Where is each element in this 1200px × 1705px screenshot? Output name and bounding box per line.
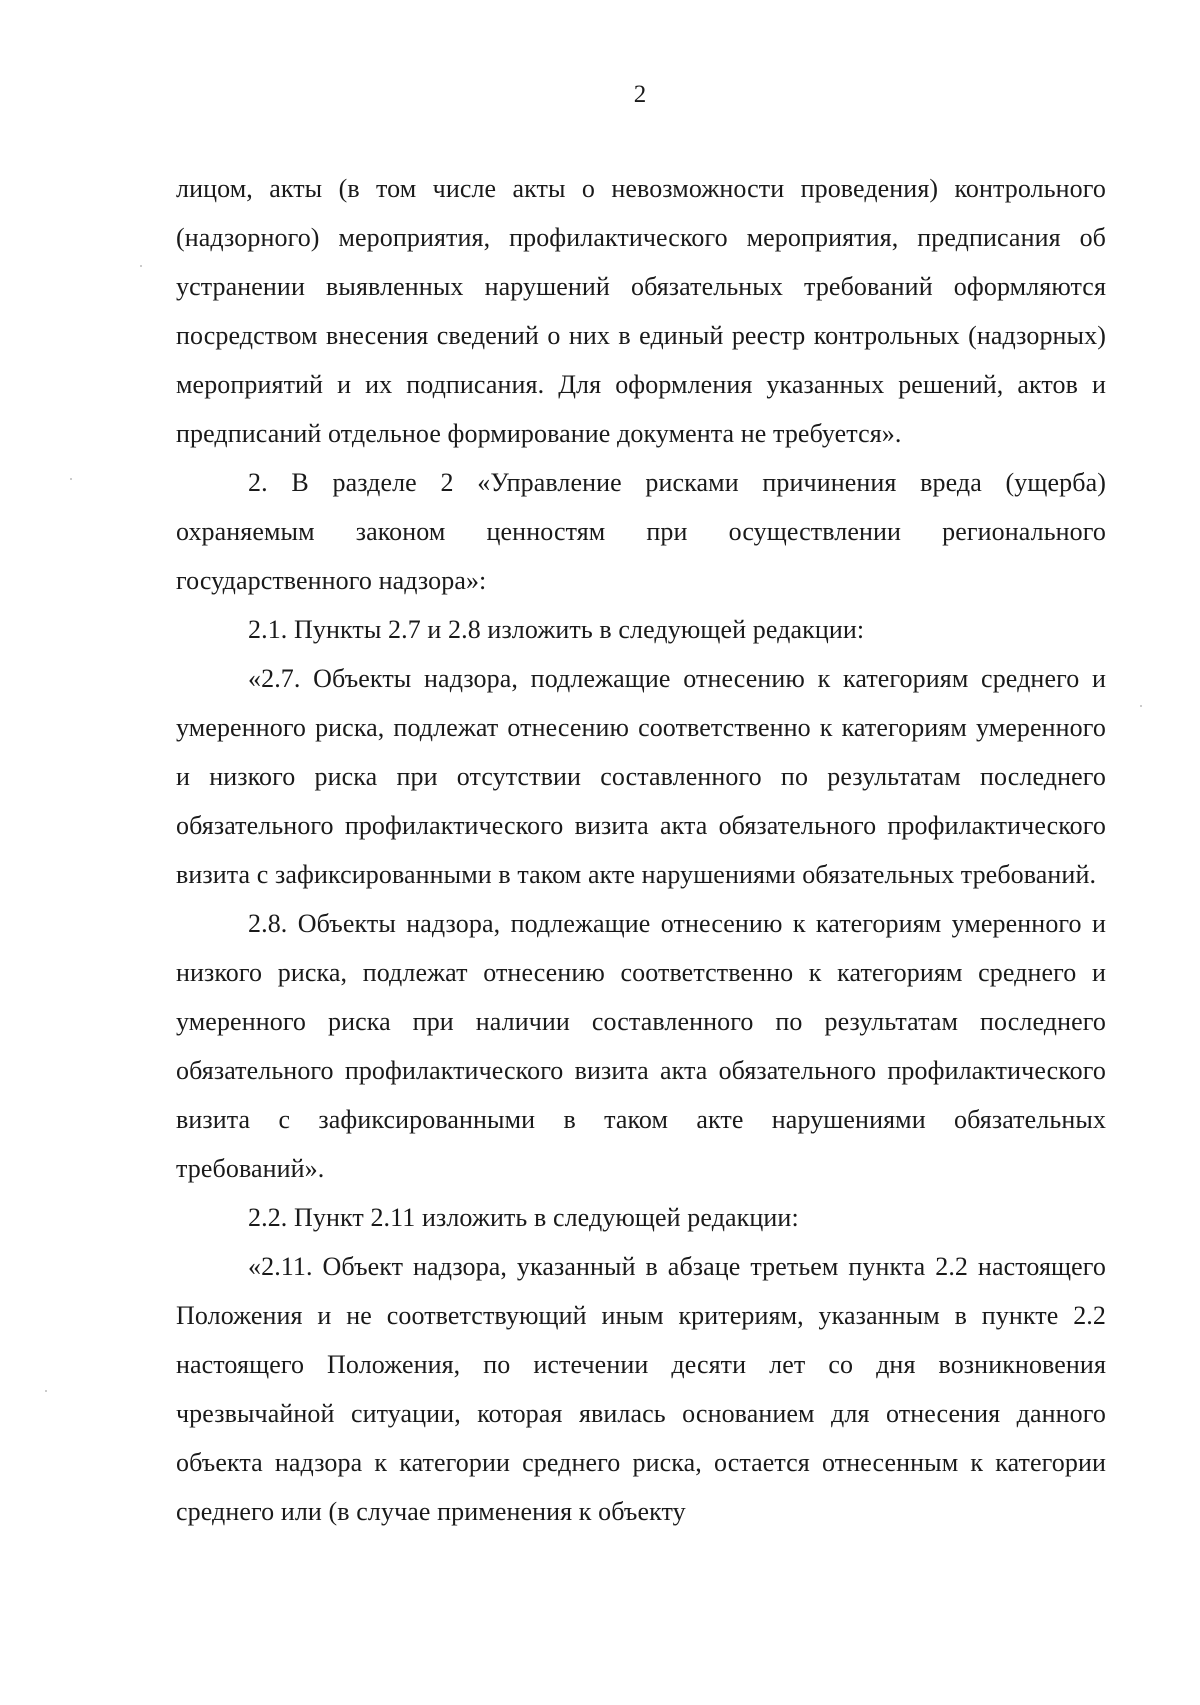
scan-speck — [1140, 705, 1142, 707]
paragraph-item-2-1: 2.1. Пункты 2.7 и 2.8 изложить в следующей редакции: — [248, 615, 865, 644]
scan-speck — [70, 478, 72, 480]
paragraph-continuation: лицом, акты (в том числе акты о невозможности проведения) контрольного (надзорного) мероприятия, профилактического мероприятия, предписания об устранении выявленных нарушений обязательных требований оформляются посредством внесения сведений о них в единый реестр контрольных (надзорных) мероприятий и их подписания. Для оформления указанных решений, актов и предписаний отдельное формирование документа не требуется». — [176, 174, 1106, 448]
paragraph-clause-2-8: 2.8. Объекты надзора, подлежащие отнесению к категориям умеренного и низкого риска, подлежат отнесению соответственно к категориям среднего и умеренного риска при наличии составленного по результатам последнего обязательного профилактического визита акта обязательного профилактического визита с зафиксированными в таком акте нарушениями обязательных требований». — [176, 909, 1106, 1183]
document-body — [176, 164, 1106, 1536]
scan-speck — [45, 1390, 47, 1392]
page-number: 2 — [633, 81, 647, 108]
paragraph-item-2-2: 2.2. Пункт 2.11 изложить в следующей редакции: — [248, 1203, 799, 1232]
paragraph-section-2: 2. В разделе 2 «Управление рисками причинения вреда (ущерба) охраняемым законом ценностям при осуществлении регионального государственного надзора»: — [176, 468, 1106, 595]
scan-speck — [140, 265, 142, 267]
paragraph-clause-2-7: «2.7. Объекты надзора, подлежащие отнесению к категориям среднего и умеренного риска, подлежат отнесению соответственно к категориям умеренного и низкого риска при отсутствии составленного по результатам последнего обязательного профилактического визита акта обязательного профилактического визита с зафиксированными в таком акте нарушениями обязательных требований. — [176, 664, 1106, 889]
paragraph-clause-2-11: «2.11. Объект надзора, указанный в абзаце третьем пункта 2.2 настоящего Положения и не соответствующий иным критериям, указанным в пункте 2.2 настоящего Положения, по истечении десяти лет со дня возникновения чрезвычайной ситуации, которая явилась основанием для отнесения данного объекта надзора к категории среднего риска, остается отнесенным к категории среднего или (в случае применения к объекту — [176, 1252, 1106, 1526]
